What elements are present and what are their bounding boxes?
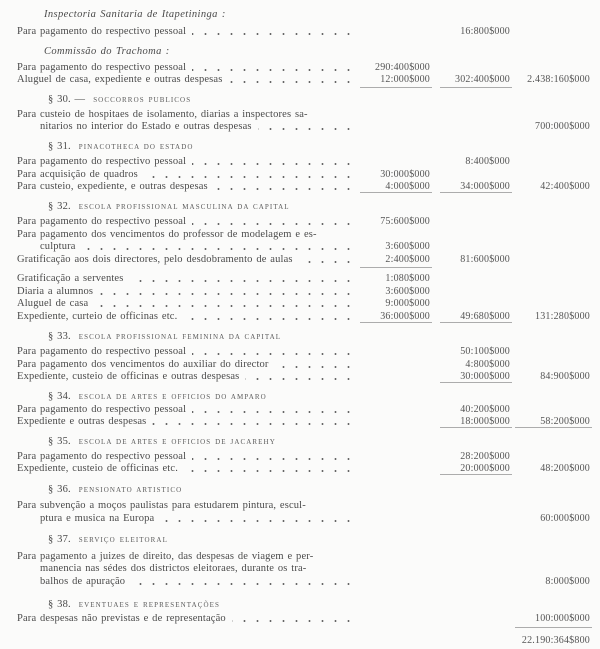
- section-heading: [0, 93, 600, 106]
- budget-line: [0, 272, 600, 285]
- amount-c1: 1:080$000: [385, 273, 430, 284]
- section-label: [48, 93, 191, 107]
- amount-c3: 22.190:364$800: [521, 635, 590, 646]
- dot-leader: [192, 163, 355, 165]
- dot-leader: [129, 280, 355, 282]
- budget-line: [0, 25, 600, 38]
- line-text: Expediente, custeio de officinas etc.: [17, 463, 178, 474]
- amount-c2: 18:000$000: [460, 416, 510, 427]
- section-label: [48, 598, 220, 612]
- amount-c3: 100:000$000: [535, 613, 590, 624]
- dot-leader: [192, 411, 355, 413]
- section-title: SOCCORROS PUBLICOS: [93, 96, 192, 104]
- dot-leader: [245, 378, 355, 380]
- line-text: Para acquisição de quadros: [17, 169, 138, 180]
- line-text: Para pagamento do respectivo pessoal: [17, 404, 187, 415]
- amount-c2: 4:800$000: [465, 359, 510, 370]
- section-title: ESCOLA PROFISSIONAL FEMININA DA CAPITAL: [78, 333, 282, 341]
- line-text: Para pagamento dos vencimentos do professor de modelagem e es-: [17, 229, 317, 240]
- amount-c3: 60:000$000: [540, 513, 590, 524]
- amount-c2: 8:400$000: [465, 156, 510, 167]
- section-heading: [0, 330, 600, 343]
- amount-c1: 3:600$000: [385, 241, 430, 252]
- dot-leader: [144, 176, 355, 178]
- section-title: PINACOTHECA DO ESTADO: [78, 143, 194, 151]
- budget-line: [0, 215, 600, 228]
- line-text: Expediente, curteio de officinas etc.: [17, 311, 178, 322]
- amount-c1: 36:000$000: [380, 311, 430, 322]
- line-text: Expediente, custeio de officinas e outras despesas: [17, 371, 240, 382]
- amount-c3: 131:280$000: [535, 311, 590, 322]
- line-text: Expediente e outras despesas: [17, 416, 147, 427]
- section-title: ESCOLA PROFISSIONAL MASCULINA DA CAPITAL: [78, 203, 290, 211]
- section-heading: [0, 483, 600, 496]
- section-label: [48, 140, 194, 154]
- amount-c2: 30:000$000: [460, 371, 510, 382]
- amount-c3: 48:200$000: [540, 463, 590, 474]
- amount-c3: 42:400$000: [540, 181, 590, 192]
- section-number: § 30. —: [48, 94, 86, 105]
- sum-rule: [440, 192, 512, 193]
- amount-c3: 700:000$000: [535, 121, 590, 132]
- section-title: SERVIÇO ELEITORAL: [78, 536, 168, 544]
- line-text: Para pagamento do respectivo pessoal: [17, 346, 187, 357]
- section-title: ESCOLA DE ARTES E OFFICIOS DO AMPARO: [78, 393, 267, 401]
- line-text: manencia nas sédes dos districtos eleitoraes, durante os tra-: [40, 563, 307, 574]
- dot-leader: [258, 128, 355, 130]
- sum-rule: [515, 627, 592, 628]
- section-number: § 31.: [48, 141, 71, 152]
- section-heading: [0, 533, 600, 546]
- dot-leader: [192, 33, 355, 35]
- amount-c2: 302:400$000: [455, 74, 510, 85]
- amount-c1: 75:600$000: [380, 216, 430, 227]
- dot-leader: [192, 69, 355, 71]
- amount-c1: 9:000$000: [385, 298, 430, 309]
- amount-c3: 84:900$000: [540, 371, 590, 382]
- section-title: PENSIONATO ARTISTICO: [78, 486, 183, 494]
- budget-line: [0, 73, 600, 86]
- budget-line: [0, 240, 600, 253]
- dot-leader: [82, 248, 355, 250]
- section-heading: [0, 200, 600, 213]
- sum-rule: [440, 427, 512, 428]
- line-text: Para pagamento dos vencimentos do auxiliar do director: [17, 359, 269, 370]
- dot-leader: [275, 366, 355, 368]
- line-text: ptura e musica na Europa: [40, 513, 155, 524]
- amount-c1: 290:400$000: [375, 62, 430, 73]
- budget-line: [0, 120, 600, 133]
- section-label: [48, 390, 267, 404]
- line-text: Para pagamento do respectivo pessoal: [17, 26, 187, 37]
- dot-leader: [94, 305, 355, 307]
- budget-line: [0, 155, 600, 168]
- section-heading: [0, 390, 600, 403]
- line-text: Inspectoria Sanitaria de Itapetininga :: [44, 9, 226, 20]
- sum-rule: [360, 192, 432, 193]
- amount-c2: 81:600$000: [460, 254, 510, 265]
- line-text: Para pagamento do respectivo pessoal: [17, 156, 187, 167]
- sum-rule: [360, 87, 432, 88]
- amount-c2: 34:000$000: [460, 181, 510, 192]
- amount-c1: 2:400$000: [385, 254, 430, 265]
- line-text: Aluguel de casa, expediente e outras despesas: [17, 74, 223, 85]
- amount-c3: 8:000$000: [545, 576, 590, 587]
- dot-leader: [183, 318, 355, 320]
- dot-leader: [192, 458, 355, 460]
- line-text: Para despesas não previstas e de representação: [17, 613, 226, 624]
- section-number: § 37.: [48, 534, 71, 545]
- section-number: § 33.: [48, 331, 71, 342]
- section-label: [48, 330, 281, 344]
- dot-leader: [299, 261, 355, 263]
- amount-c1: 12:000$000: [380, 74, 430, 85]
- line-text: Para custeio, expediente, e outras despesas: [17, 181, 208, 192]
- section-heading: [0, 598, 600, 611]
- section-title: EVENTUAES E REPRESENTAÇÕES: [78, 601, 221, 609]
- amount-c2: 16:800$000: [460, 26, 510, 37]
- sum-rule: [360, 322, 432, 323]
- line-text: Gratificação aos dois directores, pelo desdobramento de aulas: [17, 254, 293, 265]
- amount-c1: 3:600$000: [385, 286, 430, 297]
- line-text: Para pagamento do respectivo pessoal: [17, 451, 187, 462]
- sum-rule: [515, 427, 592, 428]
- budget-line: [0, 562, 600, 575]
- line-text: Para custeio de hospitaes de isolamento, diarias a inspectores sa-: [17, 109, 308, 120]
- amount-c1: 30:000$000: [380, 169, 430, 180]
- line-text: Aluguel de casa: [17, 298, 89, 309]
- section-label: [48, 435, 276, 449]
- budget-line: [0, 512, 600, 525]
- section-title: ESCOLA DE ARTES E OFFICIOS DE JACAREHY: [78, 438, 276, 446]
- dot-leader: [131, 583, 355, 585]
- sum-rule: [440, 474, 512, 475]
- dot-leader: [214, 188, 355, 190]
- dot-leader: [232, 620, 355, 622]
- line-text: Commissão do Trachoma :: [44, 46, 170, 57]
- section-heading: [0, 435, 600, 448]
- line-text: balhos de apuração: [40, 576, 126, 587]
- sum-rule: [440, 382, 512, 383]
- line-text: Para subvenção a moços paulistas para estudarem pintura, escul-: [17, 500, 306, 511]
- section-heading: [0, 140, 600, 153]
- sum-rule: [360, 267, 432, 268]
- dot-leader: [160, 520, 355, 522]
- amount-c2: 20:000$000: [460, 463, 510, 474]
- line-text: culptura: [40, 241, 76, 252]
- amount-c2: 28:200$000: [460, 451, 510, 462]
- amount-c2: 49:680$000: [460, 311, 510, 322]
- line-text: Para pagamento a juizes de direito, das despesas de viagem e per-: [17, 551, 314, 562]
- section-label: [48, 483, 182, 497]
- budget-line: [0, 253, 600, 266]
- budget-line: [0, 612, 600, 625]
- section-label: [48, 200, 290, 214]
- line-text: nitarios no interior do Estado e outras despesas: [40, 121, 252, 132]
- line-text: Gratificação a serventes: [17, 273, 124, 284]
- subheading: [0, 8, 600, 21]
- section-number: § 35.: [48, 436, 71, 447]
- dot-leader: [184, 470, 355, 472]
- sum-rule: [440, 322, 512, 323]
- section-label: [48, 533, 168, 547]
- amount-c1: 4:000$000: [385, 181, 430, 192]
- dot-leader: [192, 223, 355, 225]
- budget-line: [0, 297, 600, 310]
- amount-c3: 2.438:160$000: [527, 74, 590, 85]
- section-number: § 36.: [48, 484, 71, 495]
- dot-leader: [152, 423, 355, 425]
- line-text: Para pagamento do respectivo pessoal: [17, 216, 187, 227]
- budget-line: [0, 499, 600, 512]
- amount-c2: 50:100$000: [460, 346, 510, 357]
- subheading: [0, 45, 600, 58]
- grand-total-row: [0, 634, 600, 647]
- section-number: § 32.: [48, 201, 71, 212]
- amount-c3: 58:200$000: [540, 416, 590, 427]
- section-number: § 38.: [48, 599, 71, 610]
- budget-line: [0, 575, 600, 588]
- budget-line: [0, 345, 600, 358]
- section-number: § 34.: [48, 391, 71, 402]
- dot-leader: [228, 81, 355, 83]
- dot-leader: [99, 293, 355, 295]
- dot-leader: [192, 353, 355, 355]
- sum-rule: [440, 87, 512, 88]
- line-text: Para pagamento do respectivo pessoal: [17, 62, 187, 73]
- line-text: Diaria a alumnos: [17, 286, 94, 297]
- amount-c2: 40:200$000: [460, 404, 510, 415]
